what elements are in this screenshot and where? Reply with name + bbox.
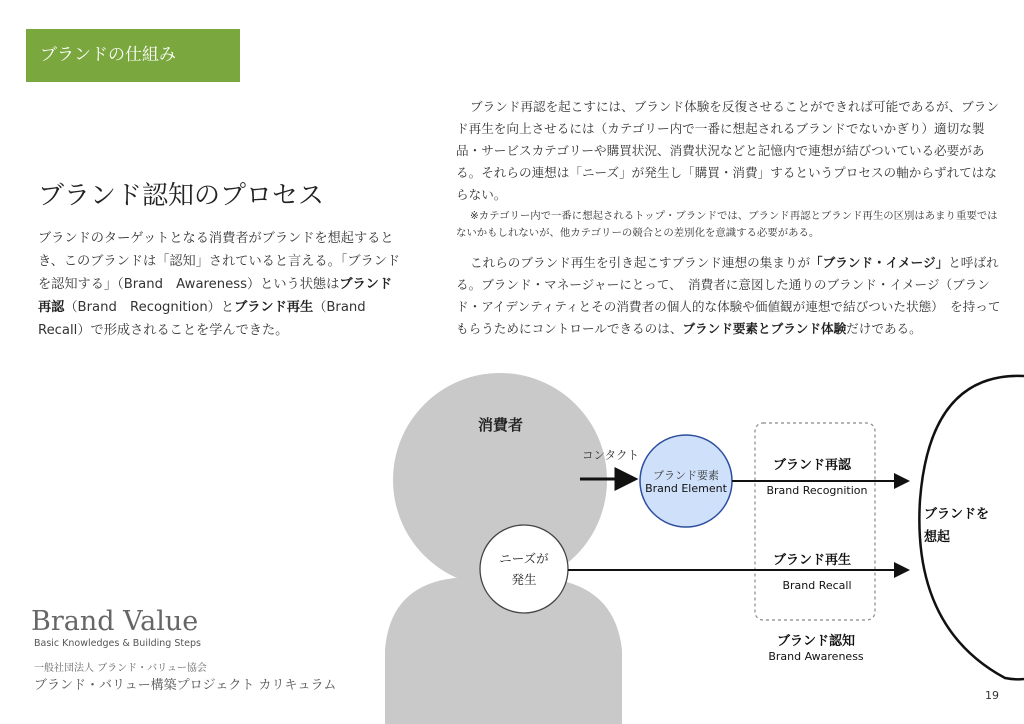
para2-bold-image: 「ブランド・イメージ」 bbox=[810, 255, 949, 270]
brand-recall-arc bbox=[919, 376, 1024, 679]
intro-text-1: ブランドのターゲットとなる消費者がブランドを想起するとき、このブランドは「認知」されていると言える。「ブランドを認知する」（Brand Awareness）という状態は bbox=[38, 231, 401, 292]
body-note: ※カテゴリー内で一番に想起されるトップ・ブランドでは、ブランド再認とブランド再生の区別はあまり重要ではないかもしれないが、他カテゴリーの競合との差別化を意識する必要がある。 bbox=[456, 210, 998, 239]
page-title: ブランド認知のプロセス bbox=[38, 181, 325, 211]
para2-text-b: と呼ばれる。ブランド・マネージャーにとって、 消費者に意図した通りのブランド・イメージ（ブランド・アイデンティティとその消費者の個人的な体験や価値観が連想で結びついた状態） を持ってもらうためにコントロールできるのは、 bbox=[456, 255, 1001, 336]
contact-label: コンタクト bbox=[582, 448, 640, 462]
page-number: 19 bbox=[985, 689, 999, 702]
recall-target-line2: 想起 bbox=[924, 530, 951, 545]
section-tag: ブランドの仕組み bbox=[26, 29, 240, 82]
para2-text-c: だけである。 bbox=[846, 321, 922, 336]
brand-logo: Brand Value bbox=[31, 606, 199, 637]
element-label-en: Brand Element bbox=[645, 482, 727, 495]
intro-bold-recall: ブランド再生 bbox=[234, 300, 314, 315]
awareness-label-en: Brand Awareness bbox=[768, 650, 864, 663]
element-label-jp: ブランド要素 bbox=[653, 469, 719, 482]
needs-circle bbox=[480, 525, 568, 613]
awareness-label-jp: ブランド認知 bbox=[776, 634, 856, 649]
intro-text-3: （Brand Recall）で形成されることを学んできた。 bbox=[38, 300, 379, 338]
para2-text-a: これらのブランド再生を引き起こすブランド連想の集まりが bbox=[470, 255, 811, 270]
recognition-label-en: Brand Recognition bbox=[766, 484, 868, 497]
recall-label-en: Brand Recall bbox=[782, 579, 852, 592]
recall-target-line1: ブランドを bbox=[924, 507, 990, 522]
needs-label-line2: 発生 bbox=[511, 572, 537, 587]
recall-label-jp: ブランド再生 bbox=[772, 553, 852, 568]
organization-name: 一般社団法人 ブランド・バリュー協会 bbox=[34, 663, 207, 674]
para2-bold-elements: ブランド要素とブランド体験 bbox=[682, 321, 847, 336]
body-paragraph-1: ブランド再認を起こすには、ブランド体験を反復させることができれば可能であるが、ブランド再生を向上させるには（カテゴリー内で一番に想起されるブランドでないかぎり）適切な製品・サービスカテゴリーや購買状況、消費状況などと記憶内で連想が結びついている必要がある。それらの連想は「ニーズ」が発生し「購買・消費」するというプロセスの軸からずれてはならない。 bbox=[456, 99, 999, 202]
consumer-label: 消費者 bbox=[478, 416, 524, 434]
intro-text-2: （Brand Recognition）と bbox=[64, 300, 235, 315]
needs-label-line1: ニーズが bbox=[499, 551, 549, 566]
project-title: ブランド・バリュー構築プロジェクト カリキュラム bbox=[34, 678, 337, 693]
brand-subtitle: Basic Knowledges & Building Steps bbox=[34, 638, 201, 649]
recognition-label-jp: ブランド再認 bbox=[772, 458, 852, 473]
intro-bold-recognition: ブランド再認 bbox=[38, 277, 393, 315]
